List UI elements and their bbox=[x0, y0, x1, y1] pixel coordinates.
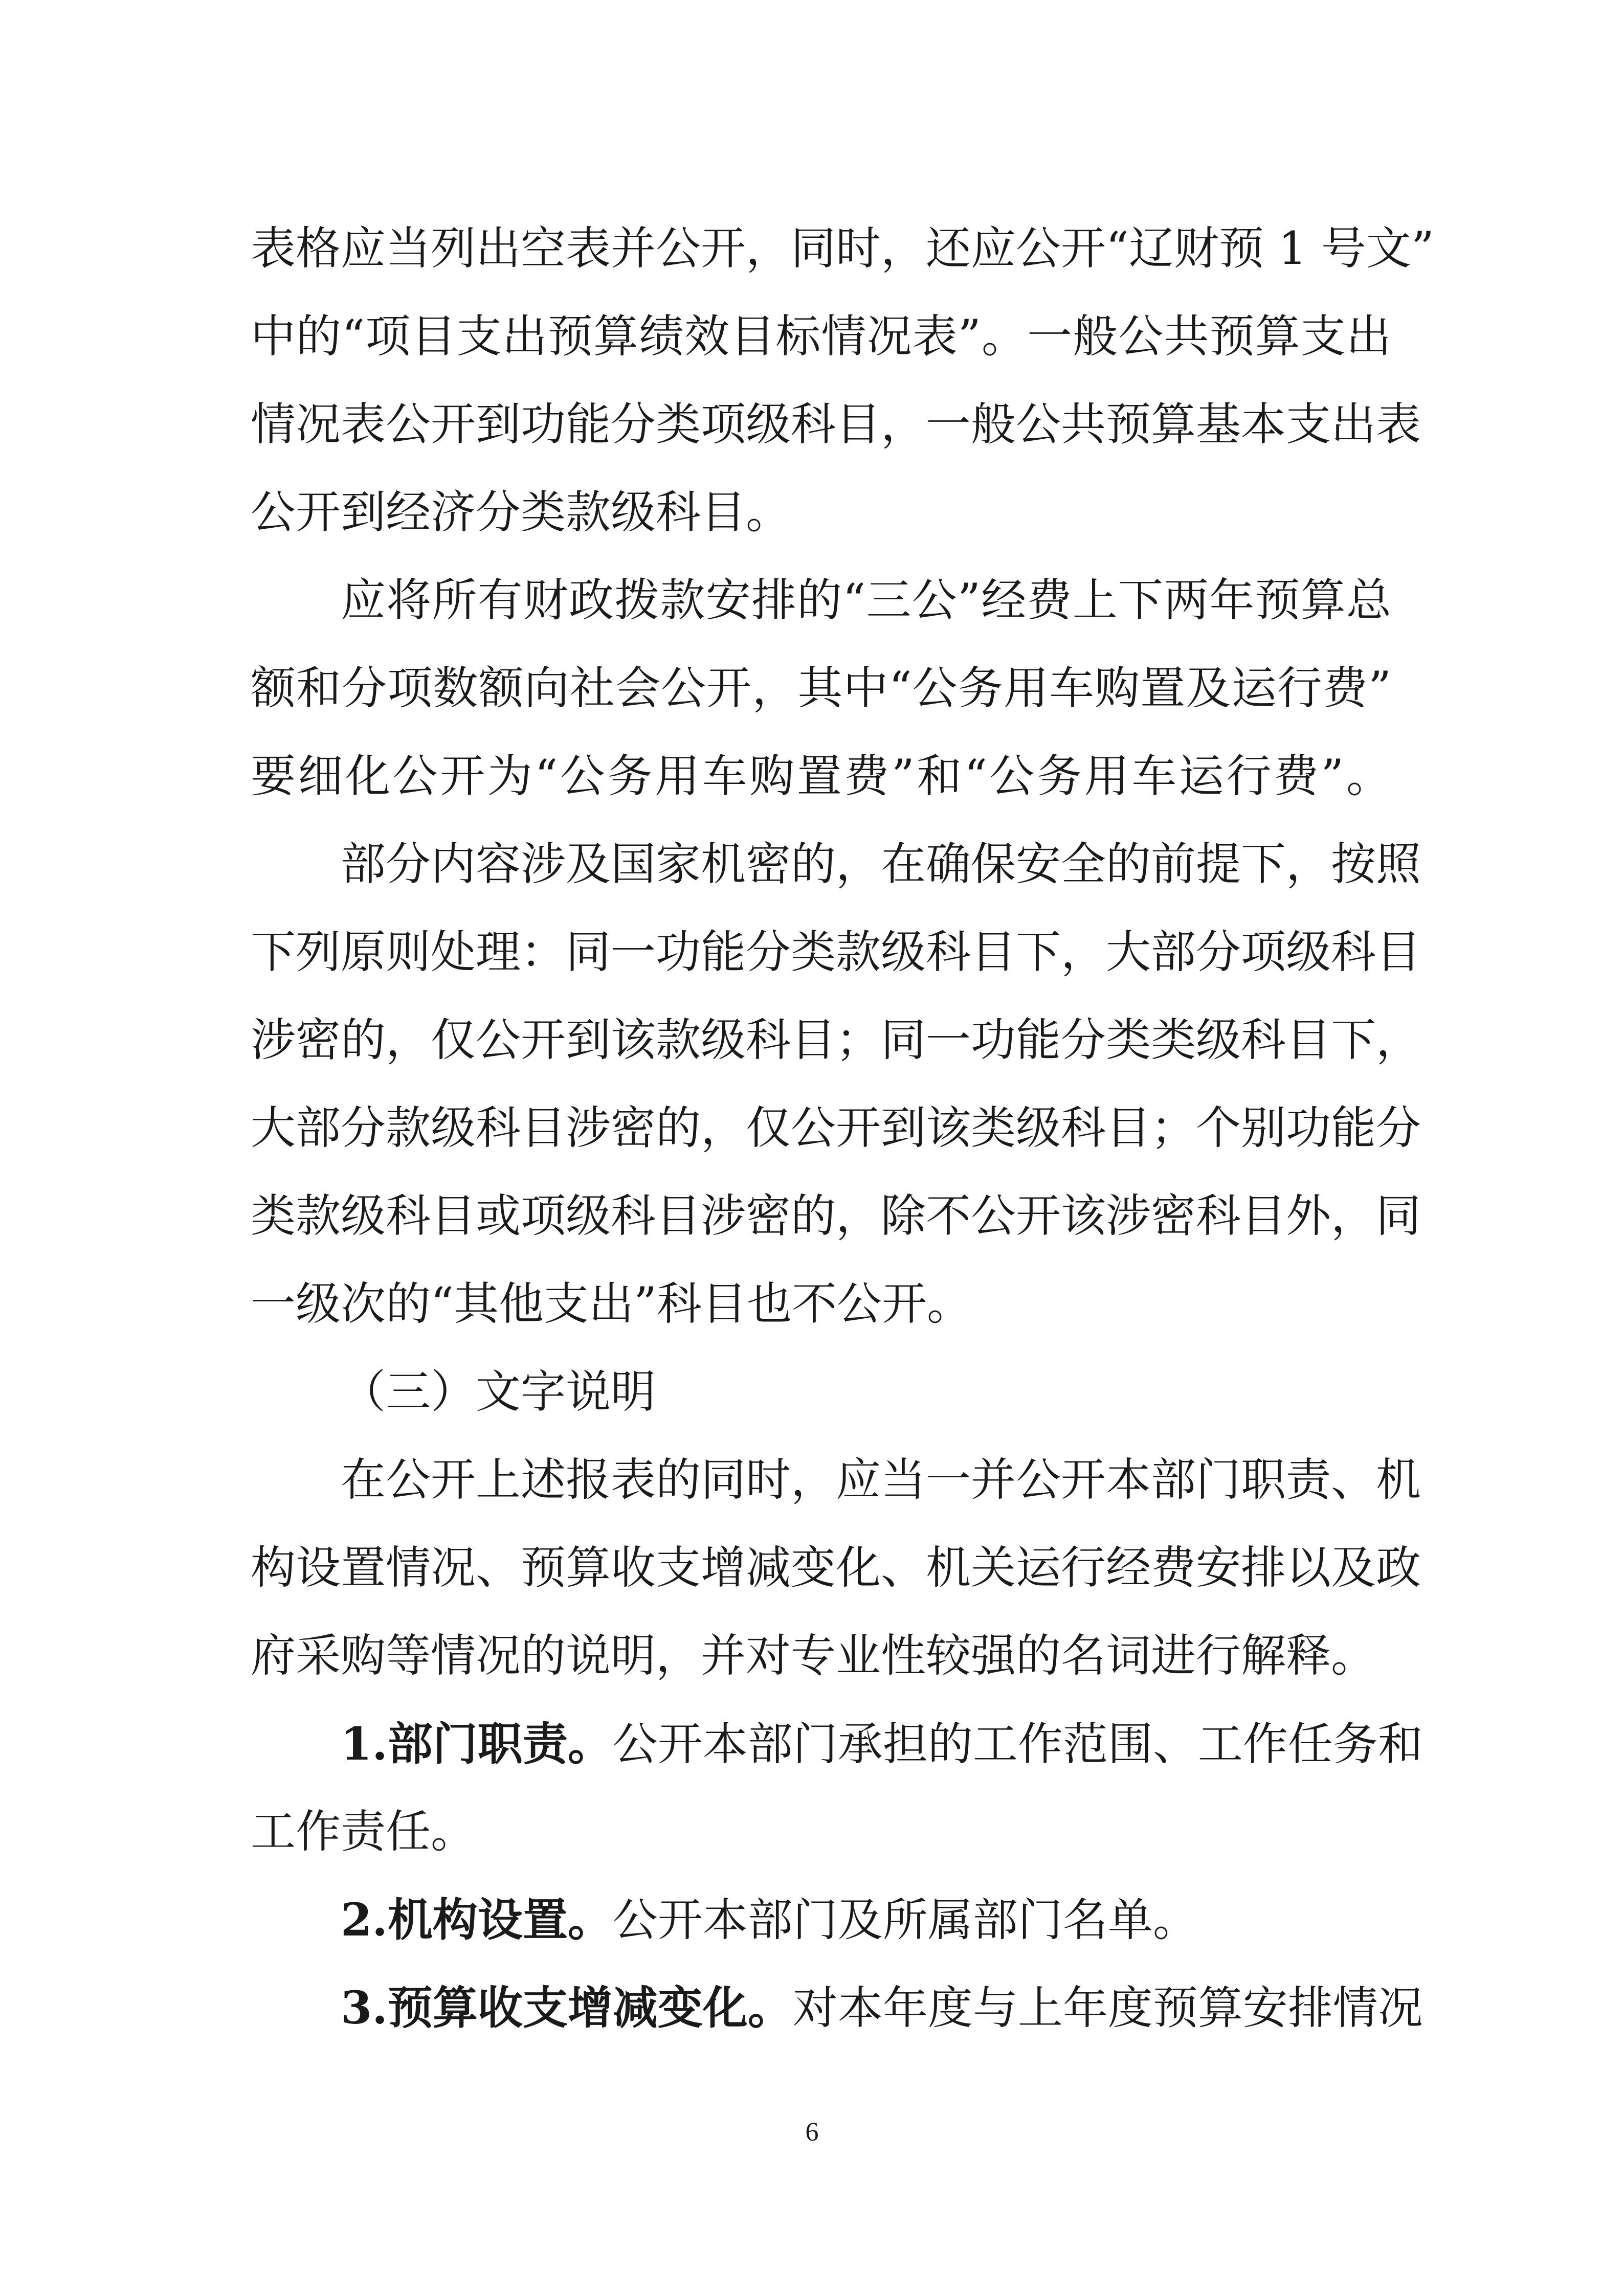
item-text: 公开本部门承担的工作范围、工作任务和 bbox=[612, 1718, 1423, 1770]
text-line: 中的“项目支出预算绩效目标情况表”。一般公共预算支出 bbox=[251, 310, 1391, 363]
document-body bbox=[251, 205, 1434, 2052]
text-line: 在公开上述报表的同时，应当一并公开本部门职责、机 bbox=[341, 1453, 1421, 1506]
text-line: 涉密的，仅公开到该款级科目；同一功能分类类级科目下， bbox=[251, 1014, 1421, 1066]
text-line: 下列原则处理：同一功能分类款级科目下，大部分项级科目 bbox=[251, 926, 1421, 978]
item-lead: 1.部门职责。 bbox=[341, 1717, 613, 1770]
text-line: 额和分项数额向社会公开，其中“公务用车购置及运行费” bbox=[251, 662, 1391, 714]
text-line: 府采购等情况的说明，并对专业性较强的名词进行解释。 bbox=[251, 1629, 1376, 1682]
text-line: 公开到经济分类款级科目。 bbox=[251, 486, 791, 538]
item-lead: 2.机构设置。 bbox=[341, 1893, 613, 1946]
text-line: 类款级科目或项级科目涉密的，除不公开该涉密科目外，同 bbox=[251, 1189, 1421, 1242]
text-line: 情况表公开到功能分类项级科目，一般公共预算基本支出表 bbox=[251, 398, 1421, 451]
text-line: 大部分款级科目涉密的，仅公开到该类级科目；个别功能分 bbox=[251, 1101, 1421, 1154]
list-item-budget-changes bbox=[251, 1964, 1423, 2052]
text-line: 工作责任。 bbox=[251, 1805, 476, 1858]
text-line: 一级次的“其他支出”科目也不公开。 bbox=[251, 1277, 972, 1330]
item-text: 公开本部门及所属部门名单。 bbox=[612, 1894, 1198, 1946]
page-number: 6 bbox=[805, 2118, 819, 2147]
list-item-department-duties bbox=[251, 1700, 1423, 1788]
item-text: 对本年度与上年度预算安排情况 bbox=[792, 1982, 1423, 2034]
text-line: 表格应当列出空表并公开，同时，还应公开“辽财预 1 号文” bbox=[251, 222, 1434, 275]
text-line: 应将所有财政拨款安排的“三公”经费上下两年预算总 bbox=[341, 574, 1391, 626]
list-item-organization-setup bbox=[251, 1876, 1391, 1964]
section-heading: （三）文字说明 bbox=[341, 1365, 656, 1418]
text-line: 要细化公开为“公务用车购置费”和“公务用车运行费”。 bbox=[251, 750, 1391, 802]
item-lead: 3.预算收支增减变化。 bbox=[341, 1981, 793, 2034]
text-line: 构设置情况、预算收支增减变化、机关运行经费安排以及政 bbox=[251, 1541, 1421, 1594]
text-line: 部分内容涉及国家机密的，在确保安全的前提下，按照 bbox=[341, 838, 1421, 890]
